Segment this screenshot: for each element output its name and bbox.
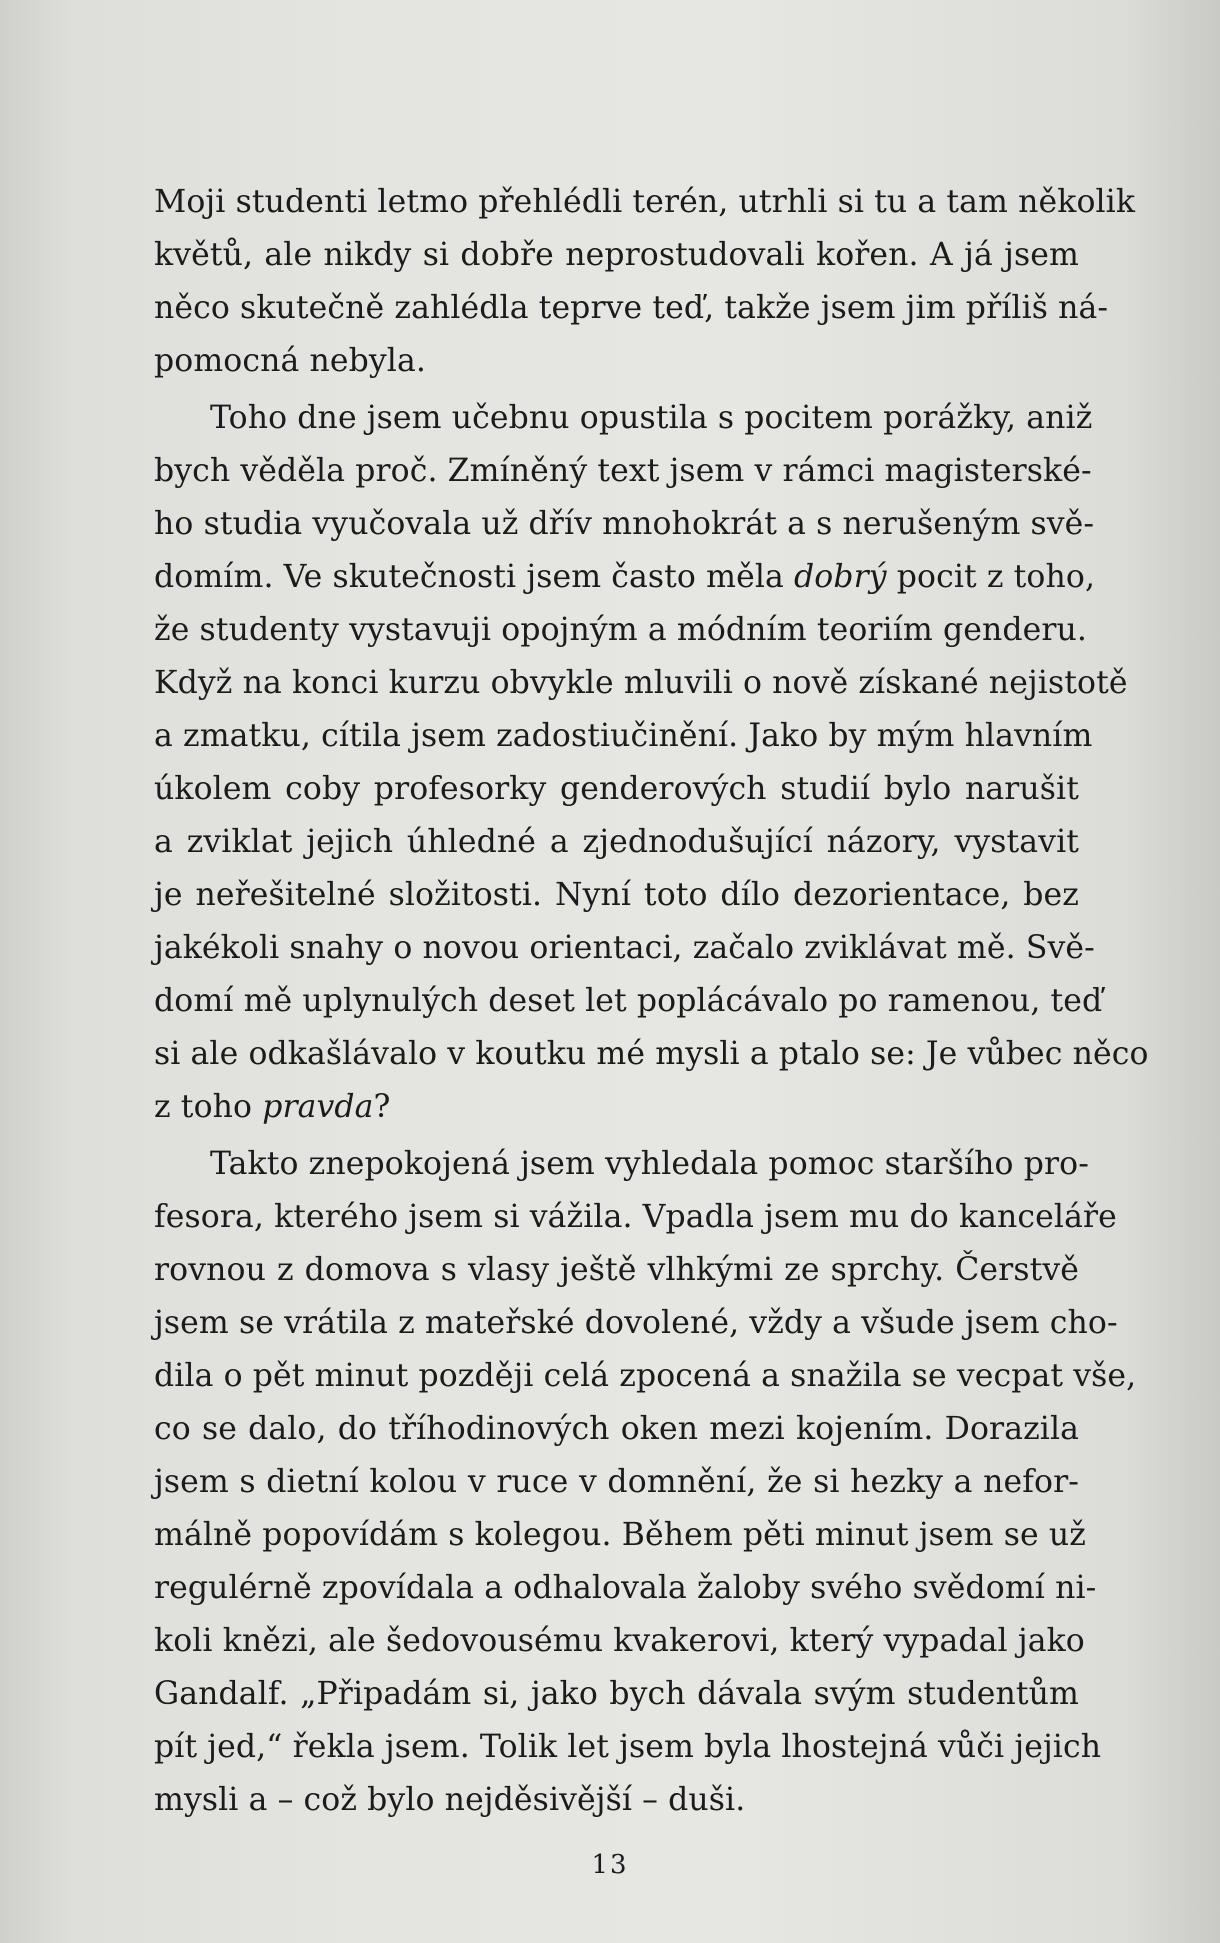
text-line: domí mě uplynulých deset let poplácávalo po ramenou, teď <box>154 983 1103 1019</box>
paragraph-2 <box>154 392 1149 1134</box>
text-line: a zmatku, cítila jsem zadostiučinění. Jako by mým hlavním <box>154 718 1093 754</box>
emphasis-dobry: dobrý <box>793 559 887 595</box>
text-line: dila o pět minut později celá zpocená a snažila se vecpat vše, <box>154 1358 1137 1394</box>
text-line: regulérně zpovídala a odhalovala žaloby svého svědomí ni- <box>154 1570 1097 1606</box>
text-line: málně popovídám s kolegou. Během pěti minut jsem se už <box>154 1517 1086 1553</box>
text-line: co se dalo, do tříhodinových oken mezi kojením. Dorazila <box>154 1411 1079 1447</box>
text-line: pít jed,“ řekla jsem. Tolik let jsem byla lhostejná vůči jejich <box>154 1729 1102 1765</box>
text-line: pomocná nebyla. <box>154 343 426 379</box>
text-line: si ale odkašlávalo v koutku mé mysli a ptalo se: Je vůbec něco <box>154 1036 1149 1072</box>
text-line: Gandalf. „Připadám si, jako bych dávala svým studentům <box>154 1676 1079 1712</box>
text-line: je neřešitelné složitosti. Nyní toto dílo dezorientace, bez <box>154 877 1079 913</box>
text-line: Takto znepokojená jsem vyhledala pomoc staršího pro- <box>210 1146 1089 1182</box>
emphasis-pravda: pravda <box>262 1089 374 1125</box>
text-line: bych věděla proč. Zmíněný text jsem v rámci magisterské- <box>154 453 1092 489</box>
text-line: úkolem coby profesorky genderových studií bylo narušit <box>154 771 1079 807</box>
text-line: jakékoli snahy o novou orientaci, začalo zviklávat mě. Svě- <box>154 930 1095 966</box>
text-line: Moji studenti letmo přehlédli terén, utrhli si tu a tam několik <box>154 184 1136 220</box>
text-line: ho studia vyučovala už dřív mnohokrát a s nerušeným svě- <box>154 506 1095 542</box>
text-line: mysli a – což bylo nejděsivější – duši. <box>154 1782 746 1818</box>
text-line: něco skutečně zahlédla teprve teď, takže jsem jim příliš ná- <box>154 290 1109 326</box>
page-number: 13 <box>591 1850 629 1880</box>
text-line: jsem se vrátila z mateřské dovolené, vždy a všude jsem cho- <box>154 1305 1118 1341</box>
text-line: jsem s dietní kolou v ruce v domnění, že si hezky a nefor- <box>154 1464 1079 1500</box>
text-line: a zviklat jejich úhledné a zjednodušující názory, vystavit <box>154 824 1079 860</box>
text-line: Toho dne jsem učebnu opustila s pocitem porážky, aniž <box>210 400 1093 436</box>
text-line: fesora, kterého jsem si vážila. Vpadla jsem mu do kanceláře <box>154 1199 1117 1235</box>
text-line: koli knězi, ale šedovousému kvakerovi, který vypadal jako <box>154 1623 1085 1659</box>
text-line: květů, ale nikdy si dobře neprostudovali kořen. A já jsem <box>154 237 1079 273</box>
text-line: z toho pravda? <box>154 1089 391 1125</box>
paragraph-3 <box>154 1138 1137 1827</box>
paragraph-1 <box>154 176 1136 388</box>
body-text <box>154 176 1149 1827</box>
text-line: domím. Ve skutečnosti jsem často měla dobrý pocit z toho, <box>154 559 1096 595</box>
text-line: že studenty vystavuji opojným a módním teoriím genderu. <box>154 612 1088 648</box>
text-line: Když na konci kurzu obvykle mluvili o nově získané nejistotě <box>154 665 1128 701</box>
text-line: rovnou z domova s vlasy ještě vlhkými ze sprchy. Čerstvě <box>154 1252 1079 1288</box>
